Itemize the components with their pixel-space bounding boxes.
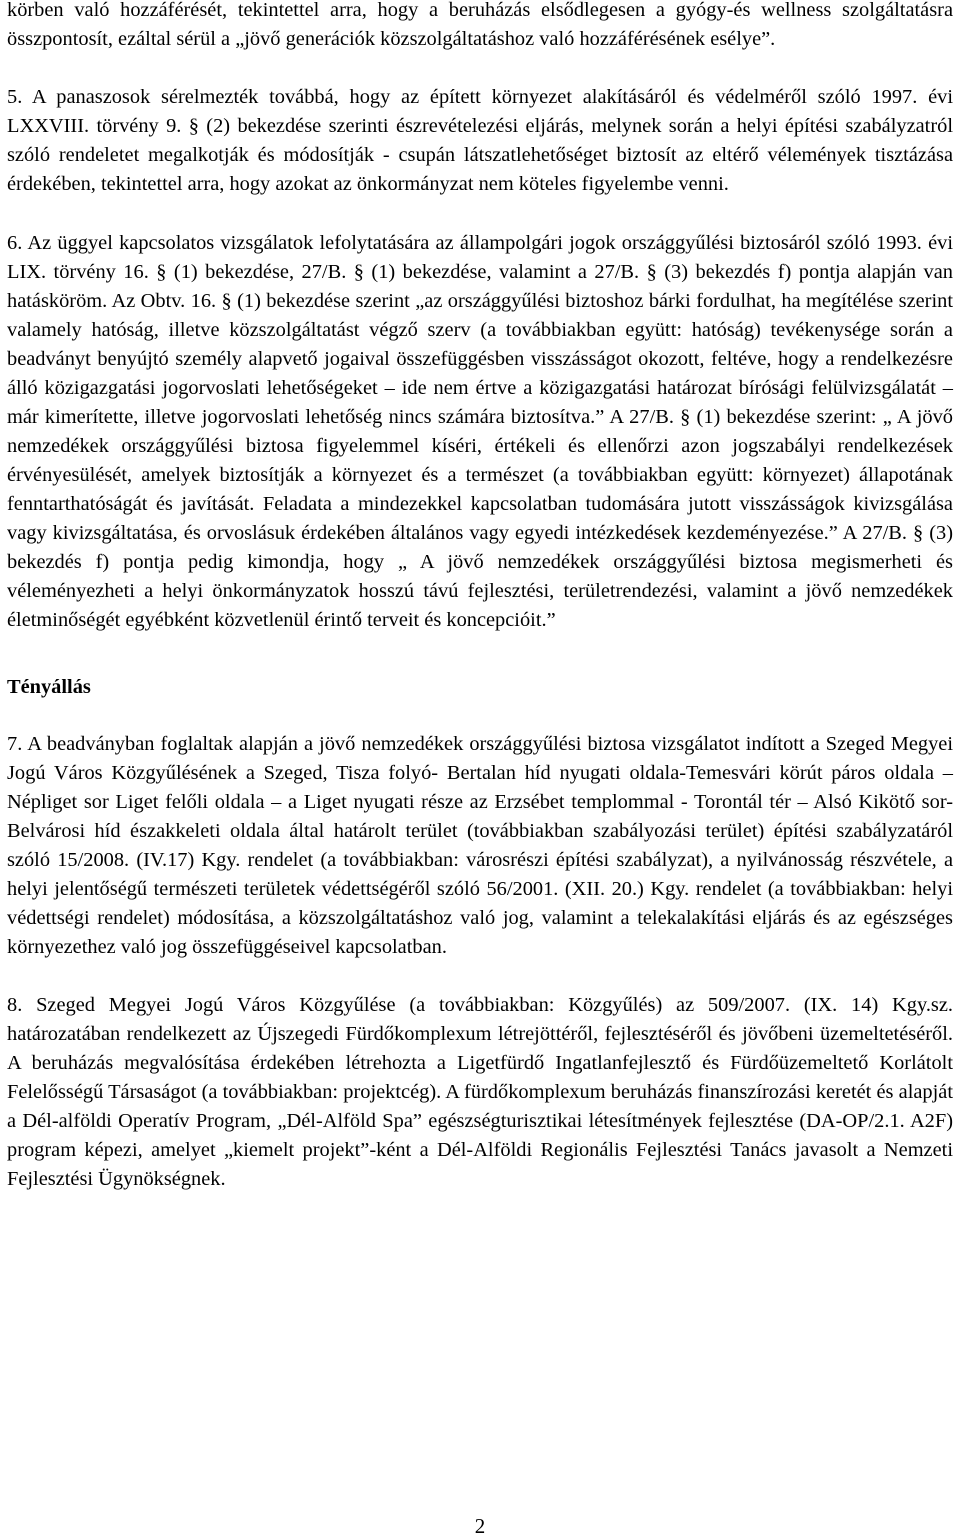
paragraph-continuation: körben való hozzáférését, tekintettel arra, hogy a beruházás elsődlegesen a gyógy-és wellness szolgáltatásra összpontosít, ezáltal sérül a „jövő generációk közszolgáltatáshoz való hozzáférésének esélye”. (7, 0, 953, 50)
document-page (7, 0, 953, 1194)
paragraph-5: 5. A panaszosok sérelmezték továbbá, hogy az épített környezet alakításáról és védelméről szóló 1997. évi LXXVIII. törvény 9. § (2) bekezdése szerinti észrevételezési eljárás, melynek során a helyi építési szabályzatról szóló rendeletet megalkotják és módosítják - csupán látszatlehetőséget biztosít az eltérő vélemények tisztázása érdekében, tekintettel arra, hogy azokat az önkormányzat nem köteles figyelembe venni. (7, 86, 953, 195)
paragraph-8: 8. Szeged Megyei Jogú Város Közgyűlése (a továbbiakban: Közgyűlés) az 509/2007. (IX. 14) Kgy.sz. határozatában rendelkezett az Újszegedi Fürdőkomplexum létrejöttéről, fejlesztéséről és jövőbeni üzemeltetéséről. A beruházás megvalósítása érdekében létrehozta a Ligetfürdő Ingatlanfejlesztő és Fürdőüzemeltető Korlátolt Felelősségű Társaságot (a továbbiakban: projektcég). A fürdőkomplexum beruházás finanszírozási keretét és alapját a Dél-alföldi Operatív Program, „Dél-Alföld Spa” egészségturisztikai létesítmények fejlesztése (DA-OP/2.1. A2F) program képezi, amelyet „kiemelt projekt”-ként a Dél-Alföldi Regionális Fejlesztési Tanács javasolt a Nemzeti Fejlesztési Ügynökségnek. (7, 994, 953, 1190)
paragraph-7: 7. A beadványban foglaltak alapján a jövő nemzedékek országgyűlési biztosa vizsgálatot indított a Szeged Megyei Jogú Város Közgyűlésének a Szeged, Tisza folyó- Bertalan híd nyugati oldala-Temesvári körút páros oldala – Népliget sor Liget felőli oldala – a Liget nyugati része az Erzsébet templommal - Torontál tér – Alsó Kikötő sor- Belvárosi híd északkeleti oldala által határolt terület (továbbiakban szabályozási terület) építési szabályzatáról szóló 15/2008. (IV.17) Kgy. rendelet (a továbbiakban: városrészi építési szabályzat), a nyilvánosság részvétele, a helyi jelentőségű természeti területek védettségéről szóló 56/2001. (XII. 20.) Kgy. rendelet (a továbbiakban: helyi védettségi rendelet) módosítása, a közszolgáltatáshoz való jog, valamint a telekalakítási eljárás és az egészséges környezethez való jog összefüggéseivel kapcsolatban. (7, 733, 953, 958)
section-heading-tenyallas: Tényállás (7, 676, 91, 698)
paragraph-6: 6. Az üggyel kapcsolatos vizsgálatok lefolytatására az állampolgári jogok országgyűlési biztosáról szóló 1993. évi LIX. törvény 16. § (1) bekezdése, 27/B. § (1) bekezdése, valamint a 27/B. § (3) bekezdés f) pontja alapján van hatásköröm. Az Obtv. 16. § (1) bekezdése szerint „az országgyűlési biztoshoz bárki fordulhat, ha megítélése szerint valamely hatóság, illetve közszolgáltatást végző szerv (a továbbiakban együtt: hatóság) tevékenysége során a beadványt benyújtó személy alapvető jogaival összefüggésben visszásságot okozott, feltéve, hogy a rendelkezésre álló közigazgatási jogorvoslati lehetőségeket – ide nem értve a közigazgatási határozat bírósági felülvizsgálatát – már kimerítette, illetve jogorvoslati lehetőség nincs számára biztosítva.” A 27/B. § (1) bekezdése szerint: „ A jövő nemzedékek országgyűlési biztosa figyelemmel kíséri, értékeli és ellenőrzi azon jogszabályi rendelkezések érvényesülését, amelyek biztosítják a környezet és a természet (a továbbiakban együtt: környezet) állapotának fenntarthatóságát és javítását. Feladata a mindezekkel kapcsolatban tudomására jutott visszásságok kivizsgálása vagy kivizsgáltatása, és orvoslásuk érdekében általános vagy egyedi intézkedések kezdeményezése.” A 27/B. § (3) bekezdés f) pontja pedig kimondja, hogy „ A jövő nemzedékek országgyűlési biztosa megismerheti és véleményezheti a helyi önkormányzatok hosszú távú fejlesztési, területrendezési, valamint a jövő nemzedékek életminőségét egyébként közvetlenül érintő terveit és koncepcióit.” (7, 232, 953, 631)
page-number: 2 (474, 1514, 486, 1538)
